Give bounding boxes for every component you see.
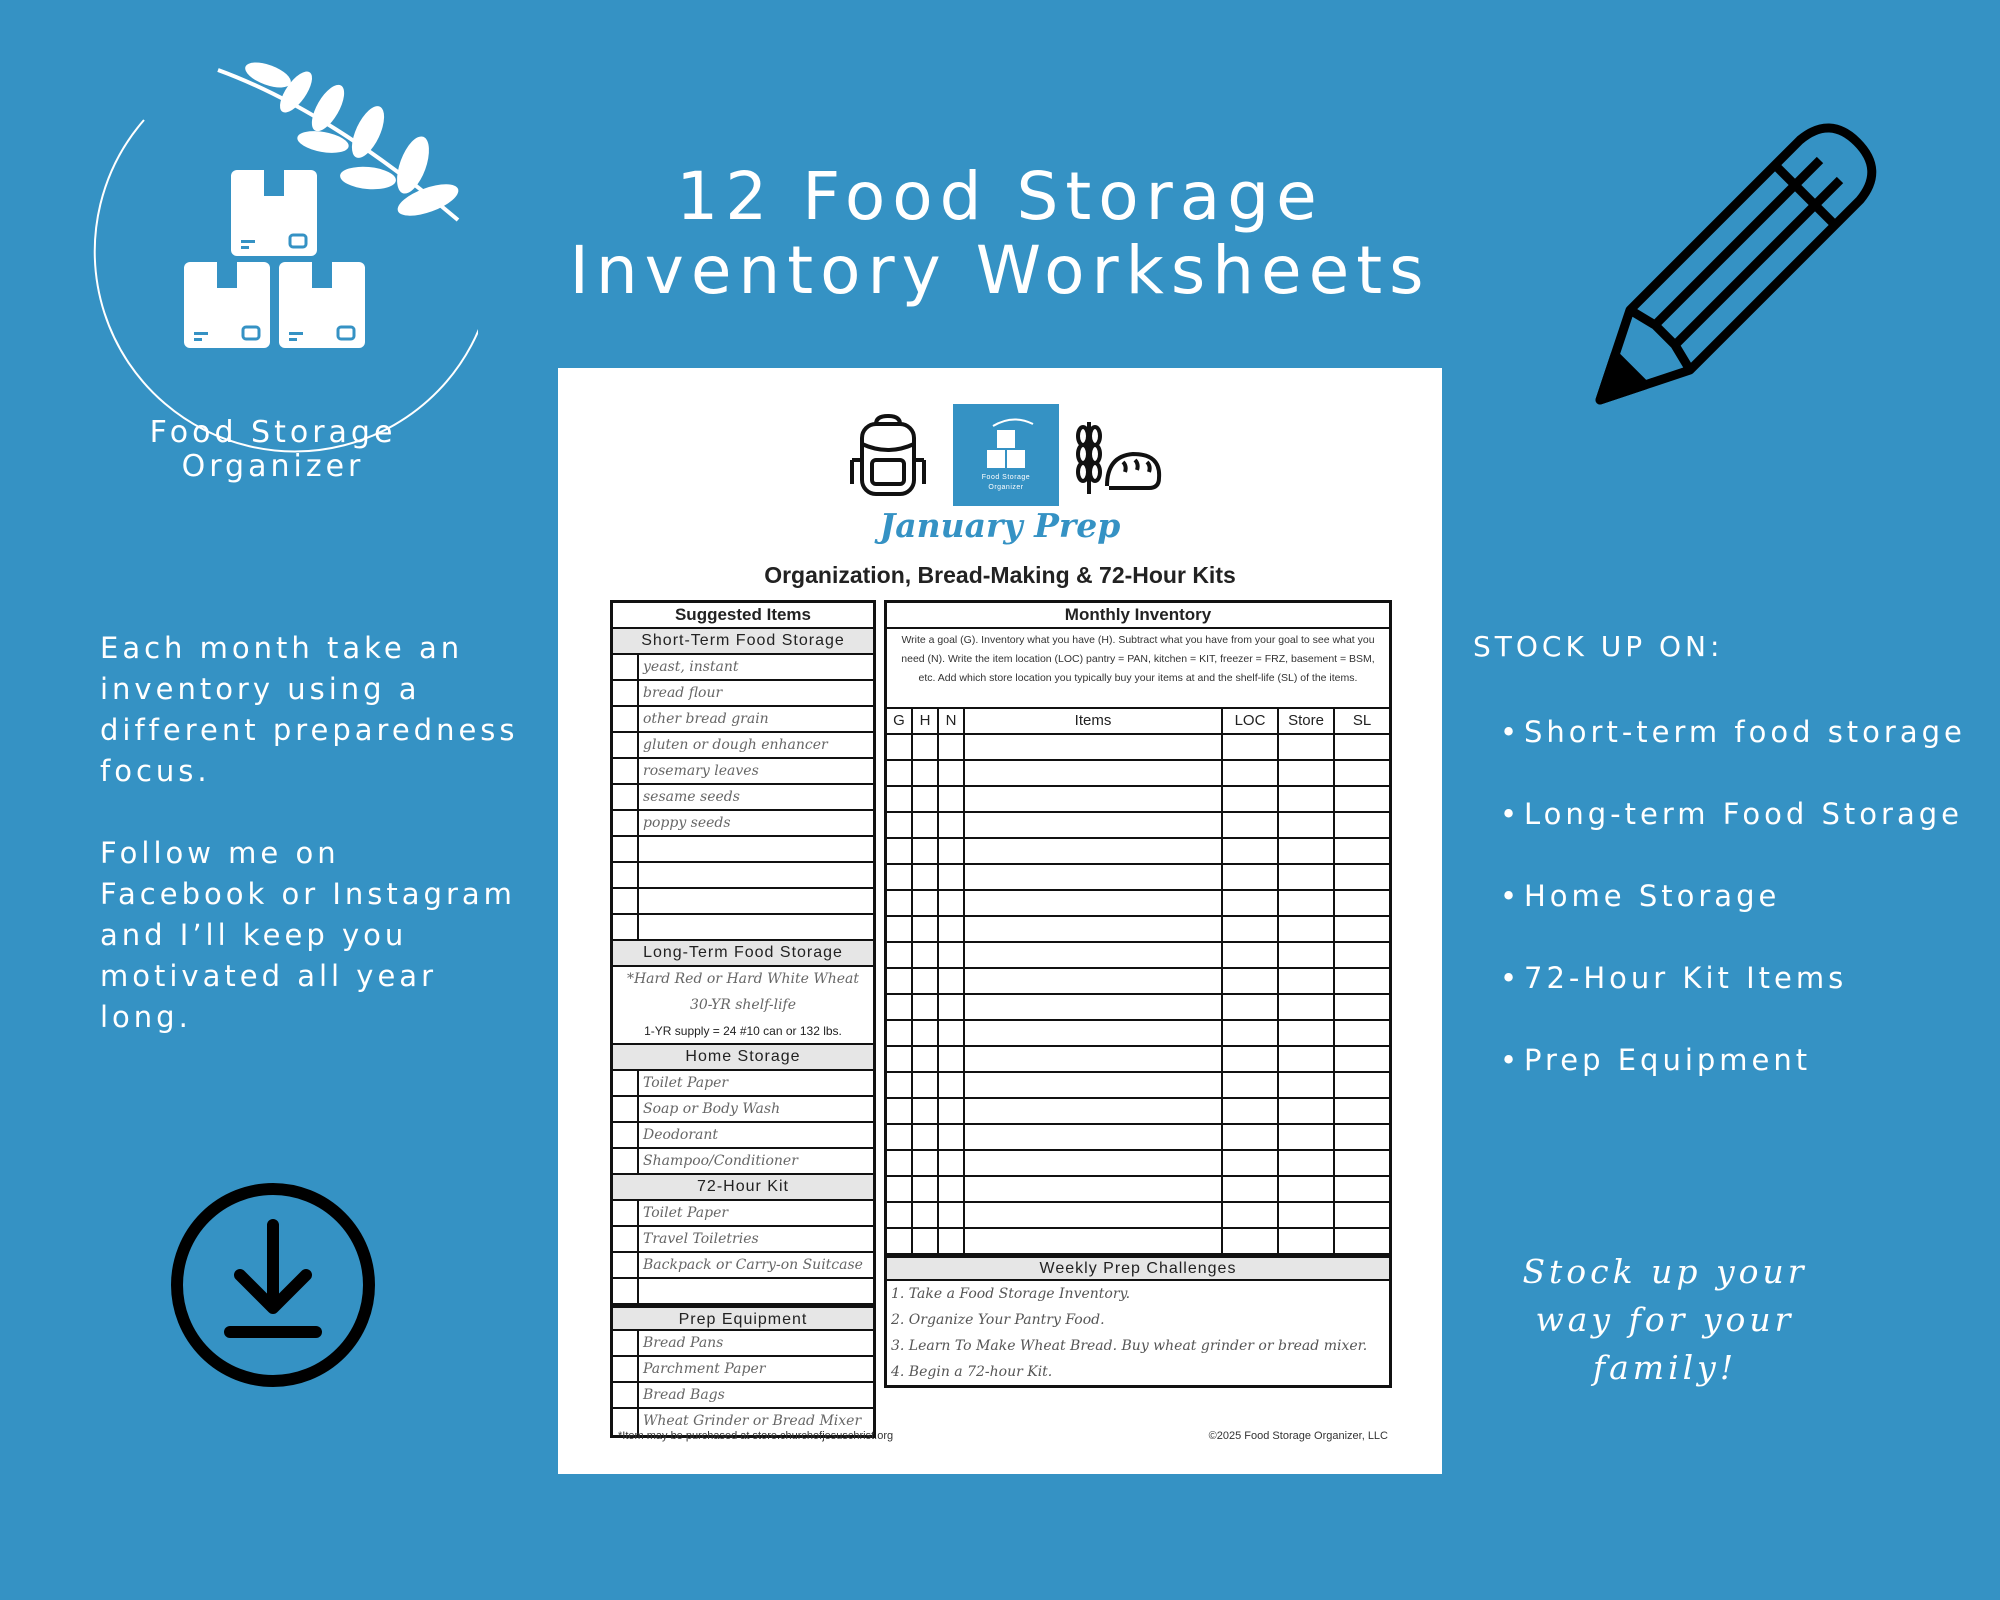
table-row [887,865,1389,891]
list-item: Travel Toiletries [613,1227,873,1253]
weekly-header: Weekly Prep Challenges [887,1255,1389,1281]
intro-paragraph-2: Follow me on Facebook or Instagram and I’ll keep you motivated all year long. [100,836,516,1034]
inventory-instructions: Write a goal (G). Inventory what you have (H). Subtract what you have from your goal to see what you need (N). Write the item location (LOC) pantry = PAN, kitchen = KIT, freezer = FRZ, basement = BSM, etc. Add which store location you typically buy your items at and the shelf-life (SL) of the items. [887,629,1389,709]
tagline: Stock up your way for your family! [1522,1252,1808,1387]
list-item: poppy seeds [613,811,873,837]
title-line2: Inventory Worksheets [569,232,1431,309]
sheet-subtitle: Organization, Bread-Making & 72-Hour Kits [764,562,1236,588]
table-row [887,1047,1389,1073]
stock-item: • Long-term Food Storage [1500,794,1966,835]
pencil-icon [1585,115,1885,415]
stock-item: • Short-term food storage [1500,712,1966,753]
intro-paragraph-1: Each month take an inventory using a different preparedness focus. [100,631,519,788]
list-item: bread flour [613,681,873,707]
boxes-icon [184,170,365,348]
list-item: Backpack or Carry-on Suitcase [613,1253,873,1279]
list-item [613,837,873,863]
long-term-note: *Hard Red or Hard White Wheat [626,971,860,987]
list-item: Shampoo/Conditioner [613,1149,873,1175]
table-row [887,1099,1389,1125]
page-title [500,160,1500,308]
table-row [887,839,1389,865]
logo-graphic [68,50,478,470]
table-row [887,761,1389,787]
table-row [887,969,1389,995]
list-item: other bread grain [613,707,873,733]
table-row [887,1203,1389,1229]
title-line1: 12 Food Storage [676,158,1324,235]
table-row [887,891,1389,917]
table-row [887,1151,1389,1177]
inventory-columns: G H N Items LOC Store SL [887,709,1389,735]
suggested-header: Suggested Items [613,603,873,629]
list-item: Deodorant [613,1123,873,1149]
list-item: Bread Pans [613,1331,873,1357]
challenge-item: 4. Begin a 72-hour Kit. [891,1364,1053,1380]
list-item: Parchment Paper [613,1357,873,1383]
home-storage-header: Home Storage [613,1045,873,1071]
sheet-footer-right: ©2025 Food Storage Organizer, LLC [1208,1430,1388,1442]
logo-text-line1: Food Storage [149,415,397,450]
table-row [887,1021,1389,1047]
list-item [613,1279,873,1305]
mini-logo-line2: Organizer [988,484,1024,491]
logo-text-line2: Organizer [181,449,365,484]
challenge-item: 3. Learn To Make Wheat Bread. Buy wheat grinder or bread mixer. [891,1338,1368,1354]
suggested-items-table [610,600,876,1438]
sheet-footer-left: *Item may be purchased at store.churchofjesuschrist.org [618,1430,894,1442]
brand-logo [68,50,478,484]
sheet-icons [558,404,1442,506]
challenge-item: 1. Take a Food Storage Inventory. [891,1286,1131,1302]
table-row [887,787,1389,813]
wheat-bread-icon [1073,416,1163,496]
list-item: Soap or Body Wash [613,1097,873,1123]
table-row [887,1125,1389,1151]
sheet-month: January Prep [879,506,1121,545]
monthly-header: Monthly Inventory [887,603,1389,629]
table-row [887,917,1389,943]
table-row [887,1229,1389,1255]
stock-item: • Home Storage [1500,876,1966,917]
kit-header: 72-Hour Kit [613,1175,873,1201]
mini-logo-line1: Food Storage [981,474,1031,481]
stock-item: • Prep Equipment [1500,1040,1966,1081]
monthly-inventory-table [884,600,1392,1388]
long-term-note: 1-YR supply = 24 #10 can or 132 lbs. [613,1019,873,1045]
list-item [613,915,873,941]
list-item: yeast, instant [613,655,873,681]
table-row [887,735,1389,761]
list-item: sesame seeds [613,785,873,811]
table-row [887,943,1389,969]
list-item: Toilet Paper [613,1201,873,1227]
table-row [887,813,1389,839]
table-row [887,1073,1389,1099]
mini-boxes-icon [953,404,1059,474]
worksheet-preview [558,368,1442,1474]
challenge-item: 2. Organize Your Pantry Food. [891,1312,1105,1328]
download-icon[interactable] [168,1180,378,1390]
list-item: gluten or dough enhancer [613,733,873,759]
intro-text [100,628,520,1079]
stock-list [1500,712,1966,1122]
stock-heading: STOCK UP ON: [1473,630,1724,663]
mini-logo [953,404,1059,506]
prep-equipment-header: Prep Equipment [613,1305,873,1331]
table-row [887,995,1389,1021]
short-term-header: Short-Term Food Storage [613,629,873,655]
list-item [613,863,873,889]
inventory-rows [887,735,1389,1255]
list-item [613,889,873,915]
table-row [887,1177,1389,1203]
list-item: Toilet Paper [613,1071,873,1097]
stock-item: • 72-Hour Kit Items [1500,958,1966,999]
list-item: Bread Bags [613,1383,873,1409]
backpack-icon [848,414,928,498]
list-item: Wheat Grinder or Bread Mixer [613,1409,873,1435]
long-term-header: Long-Term Food Storage [613,941,873,967]
long-term-note: 30-YR shelf-life [689,997,797,1013]
list-item: rosemary leaves [613,759,873,785]
